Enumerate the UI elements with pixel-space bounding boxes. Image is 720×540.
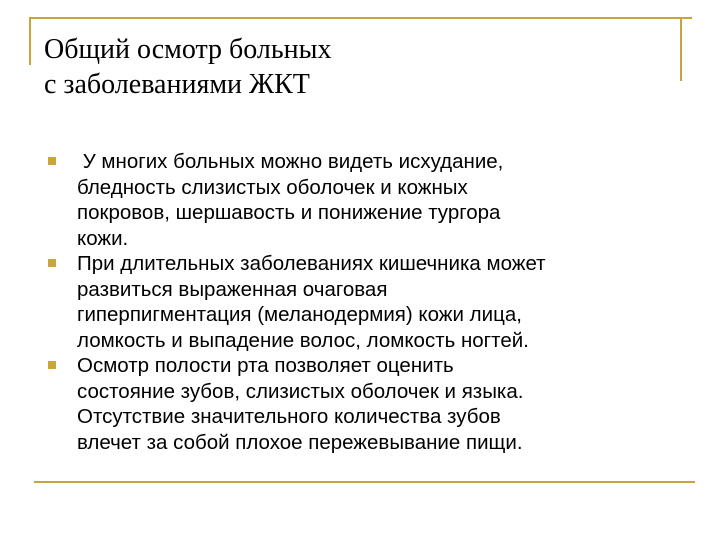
bullet-3-line-2: состояние зубов, слизистых оболочек и языка. <box>77 379 524 403</box>
bullet-3-line-1: Осмотр полости рта позволяет оценить <box>77 354 454 377</box>
slide-title-line-1: Общий осмотр больных <box>44 34 332 65</box>
top-accent-line <box>29 17 692 19</box>
bullet-item-2 <box>40 251 690 353</box>
bottom-accent-line <box>34 481 695 483</box>
bullet-1-line-2: бледность слизистых оболочек и кожных <box>77 175 468 199</box>
bullet-2-line-3: гиперпигментация (меланодермия) кожи лица, <box>77 303 522 326</box>
square-bullet-icon <box>48 361 56 369</box>
bullet-1-line-3: покровов, шершавость и понижение тургора <box>77 201 501 224</box>
square-bullet-icon <box>48 157 56 165</box>
bullet-1-line-4: кожи. <box>77 226 129 250</box>
bullet-2-line-1: При длительных заболеваниях кишечника может <box>77 252 546 275</box>
bullet-item-3 <box>40 353 690 455</box>
left-accent-line <box>29 17 31 65</box>
bullet-3-line-3: Отсутствие значительного количества зубов <box>77 405 501 428</box>
bullet-2-line-4: ломкость и выпадение волос, ломкость ногтей. <box>77 328 529 352</box>
bullet-1-line-1: У многих больных можно видеть исхудание, <box>77 150 504 173</box>
bullet-item-1 <box>40 149 690 251</box>
slide-title <box>44 32 644 102</box>
bullet-2-line-2: развиться выраженная очаговая <box>77 277 388 301</box>
square-bullet-icon <box>48 259 56 267</box>
bullet-list <box>40 149 690 455</box>
right-accent-line <box>680 17 682 81</box>
bullet-3-line-4: влечет за собой плохое пережевывание пищи. <box>77 430 523 454</box>
slide-title-line-2: с заболеваниями ЖКТ <box>44 69 310 100</box>
